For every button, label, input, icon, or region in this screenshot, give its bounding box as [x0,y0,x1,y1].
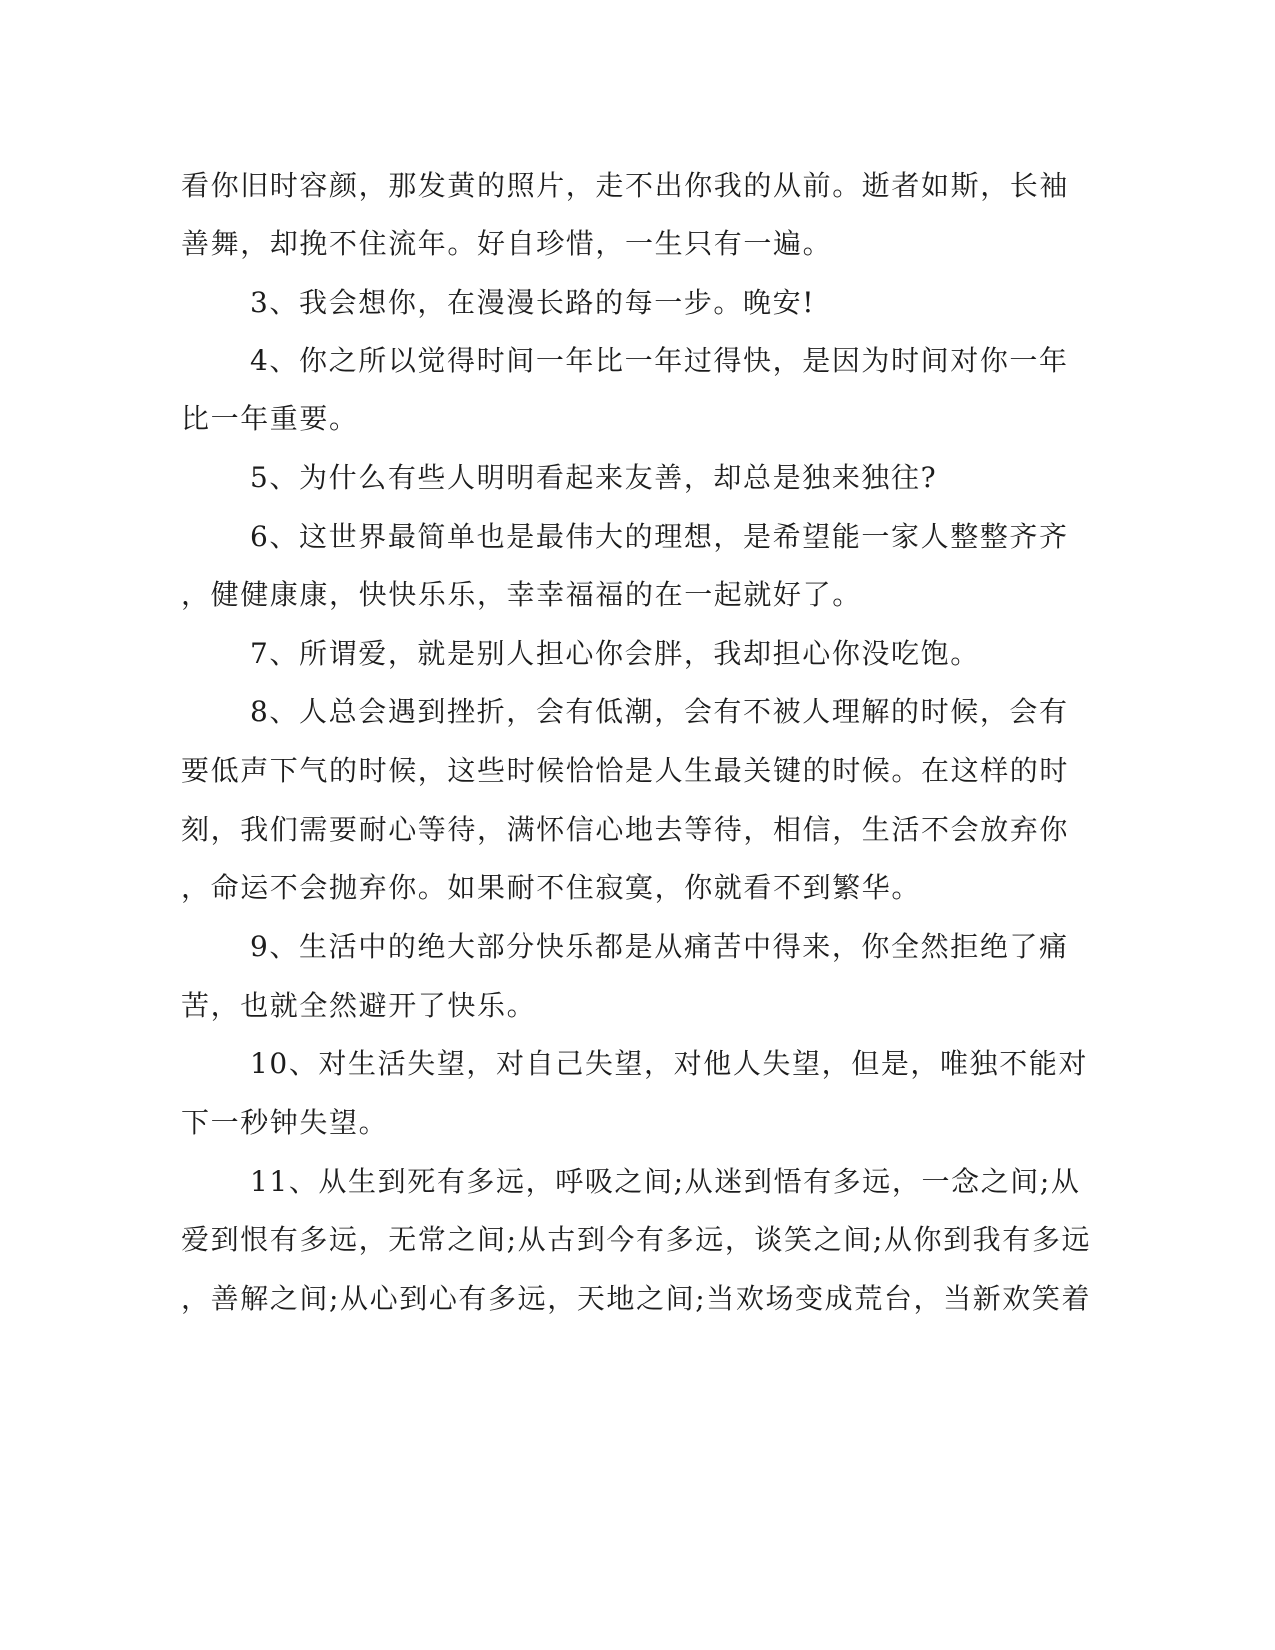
text-line [0,1162,1275,1202]
text-line [0,166,1275,206]
quote-10-text: 10、对生活失望，对自己失望，对他人失望，但是，唯独不能对 [250,1047,1089,1080]
text-line [0,986,1275,1026]
text-line [0,1103,1275,1143]
quote-4-text-cont: 比一年重要。 [181,402,359,435]
quote-8-text-cont: 要低声下气的时候，这些时候恰恰是人生最关键的时候。在这样的时 [181,754,1070,787]
text-line [0,634,1275,674]
text-line [0,868,1275,908]
text-line [0,283,1275,323]
quote-6-text: 6、这世界最简单也是最伟大的理想，是希望能一家人整整齐齐 [250,520,1069,553]
paragraph-continuation-text: 看你旧时容颜，那发黄的照片，走不出你我的从前。逝者如斯，长袖 [181,169,1070,202]
quote-11-text-cont: ，善解之间;从心到心有多远，天地之间;当欢场变成荒台，当新欢笑着 [181,1282,1092,1315]
text-line [0,224,1275,264]
quote-10-text-cont: 下一秒钟失望。 [181,1106,389,1139]
text-line [0,575,1275,615]
text-line [0,1044,1275,1084]
quote-9-text-cont: 苦，也就全然避开了快乐。 [181,989,537,1022]
text-line [0,751,1275,791]
quote-11-text: 11、从生到死有多远，呼吸之间;从迷到悟有多远，一念之间;从 [250,1165,1081,1198]
quote-3-text: 3、我会想你，在漫漫长路的每一步。晚安! [250,286,816,319]
quote-4-text: 4、你之所以觉得时间一年比一年过得快，是因为时间对你一年 [250,344,1069,377]
quote-5-text: 5、为什么有些人明明看起来友善，却总是独来独往? [250,461,938,494]
quote-11-text-cont: 爱到恨有多远，无常之间;从古到今有多远，谈笑之间;从你到我有多远 [181,1223,1092,1256]
quote-9-text: 9、生活中的绝大部分快乐都是从痛苦中得来，你全然拒绝了痛 [250,930,1069,963]
text-line [0,399,1275,439]
text-line [0,1279,1275,1319]
quote-8-text-cont: ，命运不会抛弃你。如果耐不住寂寞，你就看不到繁华。 [181,871,922,904]
text-line [0,692,1275,732]
text-line [0,517,1275,557]
paragraph-continuation-text: 善舞，却挽不住流年。好自珍惜，一生只有一遍。 [181,227,833,260]
text-line [0,341,1275,381]
quote-6-text-cont: ，健健康康，快快乐乐，幸幸福福的在一起就好了。 [181,578,862,611]
text-line [0,810,1275,850]
quote-8-text-cont: 刻，我们需要耐心等待，满怀信心地去等待，相信，生活不会放弃你 [181,813,1070,846]
text-line [0,1220,1275,1260]
quote-7-text: 7、所谓爱，就是别人担心你会胖，我却担心你没吃饱。 [250,637,980,670]
text-line [0,927,1275,967]
quote-8-text: 8、人总会遇到挫折，会有低潮，会有不被人理解的时候，会有 [250,695,1069,728]
text-line [0,458,1275,498]
